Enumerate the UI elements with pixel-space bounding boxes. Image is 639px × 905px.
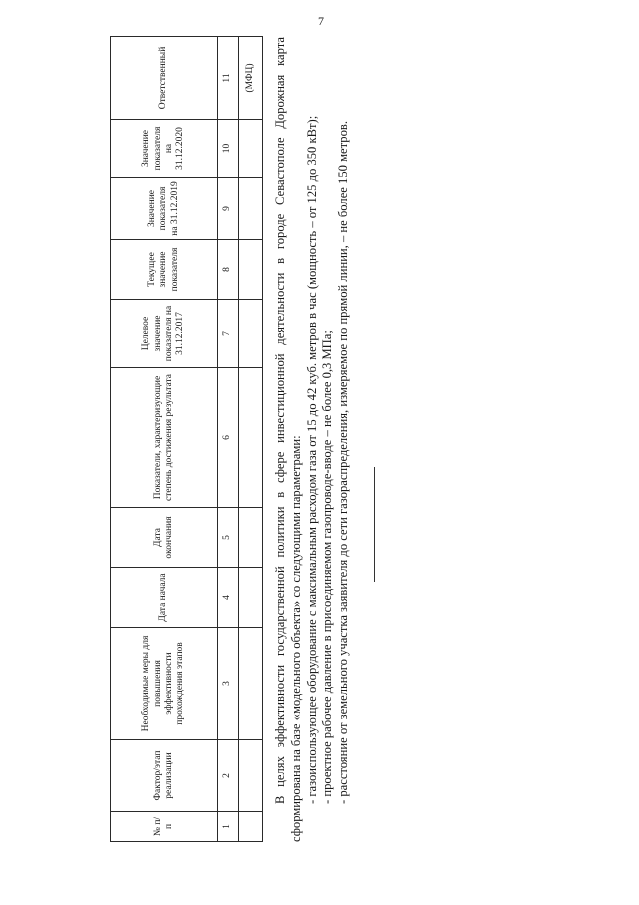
- separator-line: [374, 467, 375, 582]
- table-cell: [239, 240, 263, 300]
- column-number: 8: [218, 240, 239, 300]
- column-number: 3: [218, 628, 239, 740]
- column-number: 4: [218, 568, 239, 628]
- column-number: 11: [218, 37, 239, 120]
- col-header-target-2017: Целевое значение показателя на 31.12.2017: [111, 300, 218, 368]
- column-number: 7: [218, 300, 239, 368]
- column-number: 5: [218, 508, 239, 568]
- parameter-gas-consumption: - газоиспользующее оборудование с максимальным расходом газа от 15 до 42 куб. метров в час (мощность – от 125 до 350 кВт);: [304, 115, 319, 804]
- col-header-current-value: Текущее значение показателя: [111, 240, 218, 300]
- table-cell: [239, 368, 263, 508]
- table-cell: [239, 740, 263, 812]
- col-header-factor: Фактор/этап реализации: [111, 740, 218, 812]
- responsible-note: (МФЦ): [239, 37, 263, 120]
- col-header-number: № п/п: [111, 812, 218, 842]
- col-header-measures: Необходимые меры для повышения эффективности прохождения этапов: [111, 628, 218, 740]
- table-cell: [239, 568, 263, 628]
- parameter-distance: - расстояние от земельного участка заявителя до сети газораспределения, измеряемое по прямой линии, – не более 150 метров.: [336, 121, 351, 804]
- table-cell: [239, 178, 263, 240]
- page-number: 7: [318, 14, 324, 28]
- table-header-row: [111, 37, 218, 842]
- column-number: 2: [218, 740, 239, 812]
- parameter-pressure: - проектное рабочее давление в присоединяемом газопроводе-вводе – не более 0,3 МПа;: [320, 330, 335, 804]
- table-cell: [239, 120, 263, 178]
- table-cell: [239, 812, 263, 842]
- column-number: 1: [218, 812, 239, 842]
- roadmap-table: [110, 36, 263, 842]
- col-header-indicators: Показатели, характеризующие степень достижения результата: [111, 368, 218, 508]
- col-header-start-date: Дата начала: [111, 568, 218, 628]
- table-row: [239, 37, 263, 842]
- table-cell: [239, 300, 263, 368]
- col-header-responsible: Ответственный: [111, 37, 218, 120]
- col-header-end-date: Дата окончания: [111, 508, 218, 568]
- table-cell: [239, 628, 263, 740]
- col-header-value-2019: Значение показателя на 31.12.2019: [111, 178, 218, 240]
- column-number: 9: [218, 178, 239, 240]
- table-cell: [239, 508, 263, 568]
- col-header-value-2020: Значение показателя на 31.12.2020: [111, 120, 218, 178]
- column-number: 6: [218, 368, 239, 508]
- column-number-row: [218, 37, 239, 842]
- rotated-content: [110, 37, 530, 842]
- column-number: 10: [218, 120, 239, 178]
- intro-paragraph: В целях эффективности государственной политики в сфере инвестиционной деятельности в городе Севастополе Дорожная карта сформирована на базе «модельного объекта» со следующими параметрами:: [273, 37, 303, 842]
